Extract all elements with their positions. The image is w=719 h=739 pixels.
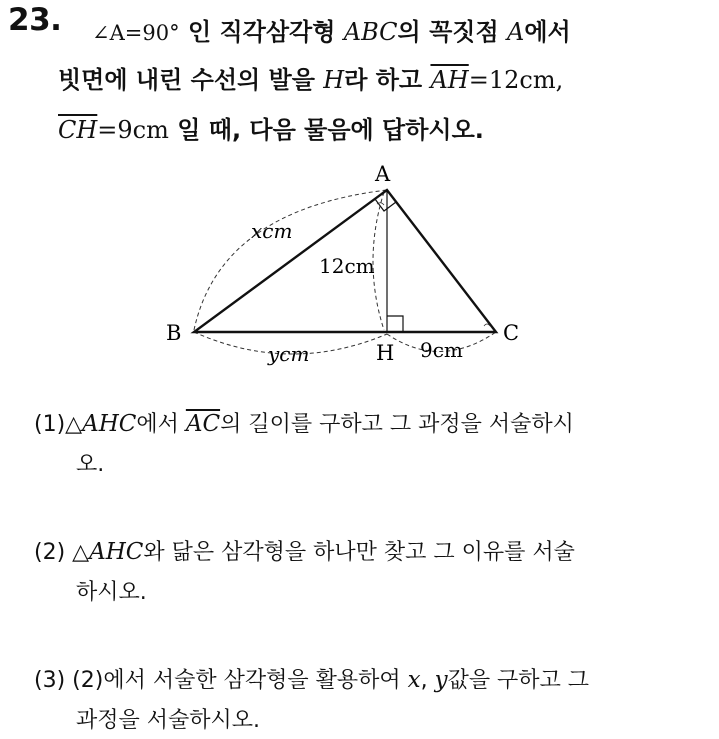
question-1-line-2: 오.	[76, 452, 105, 477]
question-2-line-1	[34, 535, 575, 566]
question-3-x: x	[407, 667, 421, 693]
right-angle-a	[375, 199, 396, 211]
label-hc: 9cm	[420, 338, 463, 362]
ch-value: =9cm	[97, 116, 169, 144]
question-1-text: 에서	[136, 412, 186, 437]
stem-text: 인 직각삼각형	[179, 18, 344, 46]
question-1-prefix: (1)△	[34, 412, 83, 437]
label-ah: 12cm	[319, 254, 375, 278]
question-1-triangle: AHC	[82, 411, 137, 437]
arc-ah	[373, 192, 384, 330]
label-a: A	[375, 162, 391, 186]
ah-value: =12cm,	[468, 66, 564, 94]
question-3-prefix: (3) (2)에서 서술한 삼각형을 활용하여	[34, 668, 408, 693]
stem-text: 라 하고	[344, 66, 431, 94]
segment-ah: $\overline{AH}$	[430, 66, 469, 94]
label-b: B	[166, 321, 182, 345]
label-h: H	[376, 341, 395, 365]
question-3-text: 값을 구하고 그	[447, 668, 590, 693]
stem-text: 의 꼭짓점	[397, 18, 507, 46]
label-y: ycm	[268, 342, 310, 366]
triangle-name: ABC	[343, 18, 398, 46]
question-3-y: y	[434, 667, 448, 693]
question-3-line-1	[34, 663, 589, 694]
question-1-text: 의 길이를 구하고 그 과정을 서술하시	[220, 412, 574, 437]
problem-number: 23.	[8, 2, 62, 38]
question-2-triangle: AHC	[89, 539, 144, 565]
label-x: xcm	[251, 219, 293, 243]
question-3-line-2: 과정을 서술하시오.	[76, 708, 261, 733]
question-1-segment: $\overline{AC}$	[185, 411, 221, 437]
question-3-comma: ,	[420, 668, 435, 693]
angle-expression: ∠A=90°	[92, 21, 180, 45]
right-angle-h	[387, 316, 403, 332]
stem-text: 에서	[524, 18, 571, 46]
vertex-a: A	[507, 18, 525, 46]
stem-text: 일 때, 다음 물음에 답하시오.	[168, 116, 484, 144]
question-2-line-2: 하시오.	[76, 580, 147, 605]
stem-text: 빗면에 내린 수선의 발을	[58, 66, 324, 94]
foot-h: H	[323, 66, 345, 94]
question-2-prefix: (2) △	[34, 540, 90, 565]
segment-ch: $\overline{CH}$	[58, 116, 98, 144]
question-1-line-1	[34, 407, 574, 438]
question-2-text: 와 닮은 삼각형을 하나만 찾고 그 이유를 서술	[143, 540, 575, 565]
label-c: C	[503, 321, 520, 345]
